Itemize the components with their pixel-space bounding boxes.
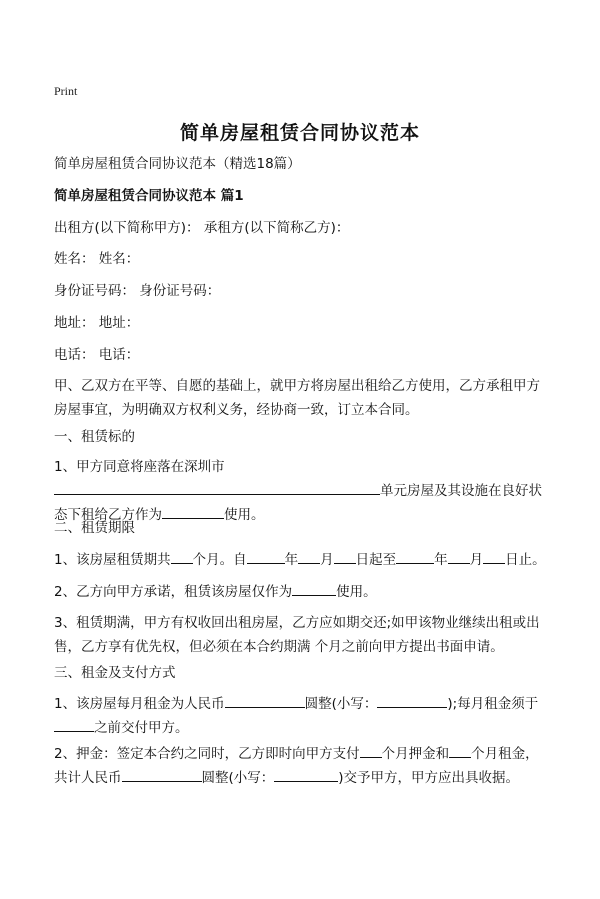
clause-text: )交予甲方，甲方应出具收据。 [338,770,520,786]
fill-blank-end-month[interactable] [448,549,470,564]
clause-row [54,692,554,716]
intro-line-2: 房屋事宜，为明确双方权利义务，经协商一致，订立本合同。 [54,402,419,418]
fill-blank-start-year[interactable] [247,549,285,564]
document-title: 简单房屋租赁合同协议范本 [179,122,420,144]
clause-text: 使用。 [336,584,377,600]
clause-text: 1、该房屋每月租金为人民币 [54,696,225,712]
fill-blank-due-date[interactable] [54,717,94,732]
clause-line-2: 售，乙方享有优先权，但必须在本合约期满 个月之前向甲方提出书面申请。 [54,639,504,655]
clause-row [54,742,554,766]
section-3-heading: 三、租金及支付方式 [54,665,176,681]
clause-text: 日起至 [355,552,397,568]
clause-text: 个月。自 [192,552,247,568]
fill-blank-address[interactable] [54,480,380,495]
clause-text: 1、该房屋租赁期共 [54,552,171,568]
intro-paragraph [54,374,554,422]
fill-blank-prepaid-months[interactable] [449,743,471,758]
clause-line-1: 3、租赁期满，甲方有权收回出租房屋，乙方应如期交还;如甲该物业继续出租或出 [54,615,540,631]
clause-text: 圆整(小写： [304,696,378,712]
section-2-heading: 二、租赁期限 [54,520,135,536]
clause-text: 月 [320,552,334,568]
clause-text: 1、甲方同意将座落在深圳市 [54,459,225,475]
clause-text: 之前交付甲方。 [94,720,189,736]
section-2-clause-1 [54,548,554,572]
clause-text: 2、乙方向甲方承诺，租赁该房屋仅作为 [54,584,293,600]
clause-text: 单元房屋及其设施在良好状 [380,483,542,499]
fill-blank-total-lowercase[interactable] [274,767,338,782]
clause-text: 圆整(小写： [201,770,275,786]
clause-text: 使用。 [224,507,265,523]
clause-text: 年 [284,552,299,568]
parties-line: 出租方(以下简称甲方)： 承租方(以下简称乙方)： [54,220,350,236]
id-number-line: 身份证号码： 身份证号码： [54,283,221,299]
fill-blank-rent-amount[interactable] [225,693,305,708]
clause-row [54,716,554,740]
clause-text: 日止。 [505,552,546,568]
clause-text: 年 [434,552,448,568]
fill-blank-deposit-months[interactable] [360,743,382,758]
fill-blank-end-day[interactable] [483,549,505,564]
section-2-clause-2 [54,580,554,604]
fill-blank-months[interactable] [171,549,193,564]
phone-line: 电话： 电话： [54,347,140,363]
section-heading: 简单房屋租赁合同协议范本 篇1 [54,188,244,204]
fill-blank-start-day[interactable] [334,549,356,564]
fill-blank-total-amount[interactable] [122,767,202,782]
clause-row [54,766,554,790]
print-label: Print [54,84,78,98]
section-1-heading: 一、租赁标的 [54,429,135,445]
clause-text: 个月租金， [471,746,539,762]
clause-row [54,479,554,503]
clause-text: 态下租给乙方作为 [54,507,162,523]
fill-blank-rent-lowercase[interactable] [377,693,447,708]
section-2-clause-3 [54,611,554,659]
clause-text: 个月押金和 [381,746,450,762]
intro-line-1: 甲、乙双方在平等、自愿的基础上，就甲方将房屋出租给乙方使用，乙方承租甲方 [54,378,540,394]
section-3-clause-1 [54,692,554,740]
section-3-clause-2 [54,742,554,790]
fill-blank-usage-2[interactable] [292,581,336,596]
clause-text: 共计人民币 [54,770,122,786]
clause-text: );每月租金须于 [447,696,539,712]
document-subtitle: 简单房屋租赁合同协议范本（精选18篇） [54,156,301,172]
clause-text: 月 [469,552,484,568]
name-line: 姓名： 姓名： [54,251,140,267]
clause-text: 2、押金：签定本合约之同时，乙方即时向甲方支付 [54,746,360,762]
fill-blank-start-month[interactable] [298,549,320,564]
address-line: 地址： 地址： [54,315,140,331]
fill-blank-end-year[interactable] [396,549,434,564]
